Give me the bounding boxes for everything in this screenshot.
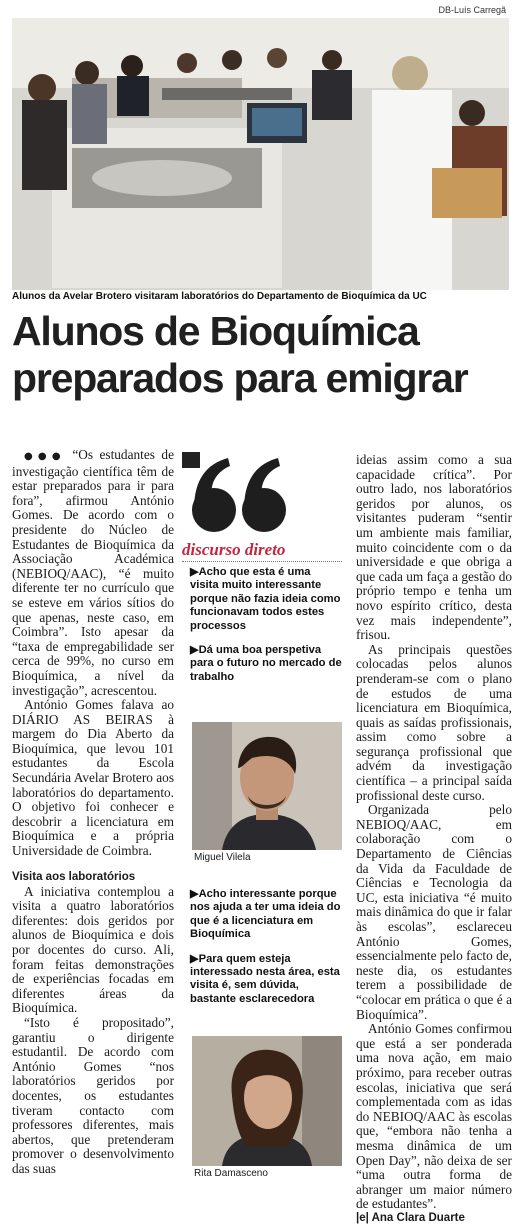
main-photo <box>12 18 509 290</box>
person-name-rita-damasceno: Rita Damasceno <box>192 1168 346 1179</box>
author-signature: |e| Ana Clara Duarte <box>356 1211 465 1224</box>
headline-line-2: preparados para emigrar <box>12 355 468 401</box>
quote: ▶Acho interessante porque nos ajuda a ter uma ideia do que é a licenciatura em Bioquímica <box>190 888 341 941</box>
person-name-miguel-vilela: Miguel Vilela <box>192 852 346 863</box>
paragraph: António Gomes falava ao DIÁRIO AS BEIRAS à margem do Dia Aberto da Bioquímica, que levou 101 estudantes da Escola Secundária Avelar Brotero aos laboratórios do departamento. O objetivo foi conhecer e descobrir a licenciatura em Bioquímica e a própria Universidade de Coimbra. <box>12 697 174 859</box>
paragraph: A iniciativa contemplou a visita a quatro laboratórios diferentes: dois geridos por alunos de Bioquímica e dois por docentes do curso. Ali, foram feitas demonstrações de experiências focadas em diferentes áreas da Bioquímica. <box>12 883 174 1016</box>
paragraph: Organizada pelo NEBIOQ/AAC, em colaboração com o Departamento de Ciências da Vida da Faculdade de Ciências e Tecnologia da UC, esta iniciativa “é muito mais dinâmica do que ir falar às escolas”, esclareceu António Gomes, essencialmente pelo facto de, neste dia, os estudantes terem a possibilidade de “colocar em prática o que é a Bioquímica”. <box>356 802 512 1022</box>
paragraph: “Os estudantes de investigação científica têm de estar preparados para ir para fora”, afirmou António Gomes. De acordo com o presidente do Núcleo de Estudantes de Bioquímica da Associação Académica (NEBIOQ/AAC), “é muito diferente ter no currículo que se esteve em vários sítios do que apenas, neste caso, em Coimbra”. Isto apesar da “taxa de empregabilidade ser cerca de 99%, no curso em Bioquímica, a nível da investigação”, acrescentou. <box>12 447 174 698</box>
portrait-image <box>192 722 342 850</box>
headline-line-1: Alunos de Bioquímica <box>12 308 419 354</box>
paragraph: António Gomes confirmou que está a ser ponderada uma nova ação, em maio próximo, para receber outras escolas, iniciativa que será complementada com as idas do NEBIOQ/AAC às escolas que, “embora não tenha a mesma dinâmica de um Open Day”, não deixa de ser “uma outra forma de abranger um maior número de estudantes”. <box>356 1021 512 1212</box>
photo-caption: Alunos da Avelar Brotero visitaram laboratórios do Departamento de Bioquímica da UC <box>12 291 427 302</box>
portrait-miguel-vilela <box>192 722 342 850</box>
headline <box>12 308 512 402</box>
paragraph: As principais questões colocadas pelos alunos prenderam-se com o plano de estudos de uma licenciatura em Bioquímica, quais as saídas profissionais, assim como sobre a segurança profissional que advém da investigação científica – a principal saída profissional deste curso. <box>356 641 512 803</box>
quote: ▶Acho que esta é uma visita muito interessante porque não fazia ideia como funcionavam todos estes processos <box>190 566 341 632</box>
photo-credit: DB-Luís Carregã <box>438 5 506 15</box>
quote-group-1 <box>190 566 342 695</box>
quote-group-2 <box>190 888 342 1017</box>
quote: ▶Dá uma boa perspetiva para o futuro no mercado de trabalho <box>190 644 342 683</box>
subheading: Visita aos laboratórios <box>12 870 136 883</box>
discurso-direto-label: discurso direto <box>182 540 342 562</box>
quote-marks-icon <box>184 452 294 538</box>
article-column-3 <box>356 453 512 1224</box>
paragraph: ideias assim como a sua capacidade crítica”. Por outro lado, nos laboratórios geridos por alunos, os visitantes puderam “sentir um ambiente mais familiar, muito coincidente com o da universidade e que obriga a que cada um faça a gestão do próprio tempo e tenha um novo espírito crítico, desta vez mais independente”, frisou. <box>356 452 512 643</box>
lab-photo-image <box>12 18 509 290</box>
article-column-1 <box>12 448 174 1177</box>
portrait-rita-damasceno <box>192 1036 342 1166</box>
portrait-image <box>192 1036 342 1166</box>
lead-dots-icon: ●●● <box>24 451 66 462</box>
paragraph: “Isto é propositado”, garantiu o dirigente estudantil. De acordo com António Gomes “nos laboratórios geridos por docentes, os estudantes tiveram contacto com professores diferentes, mais abertos, que pretenderam promover o desenvolvimento das suas <box>12 1014 174 1176</box>
quote: ▶Para quem esteja interessado nesta área, esta visita é, sem dúvida, bastante esclarecedora <box>190 952 340 1005</box>
